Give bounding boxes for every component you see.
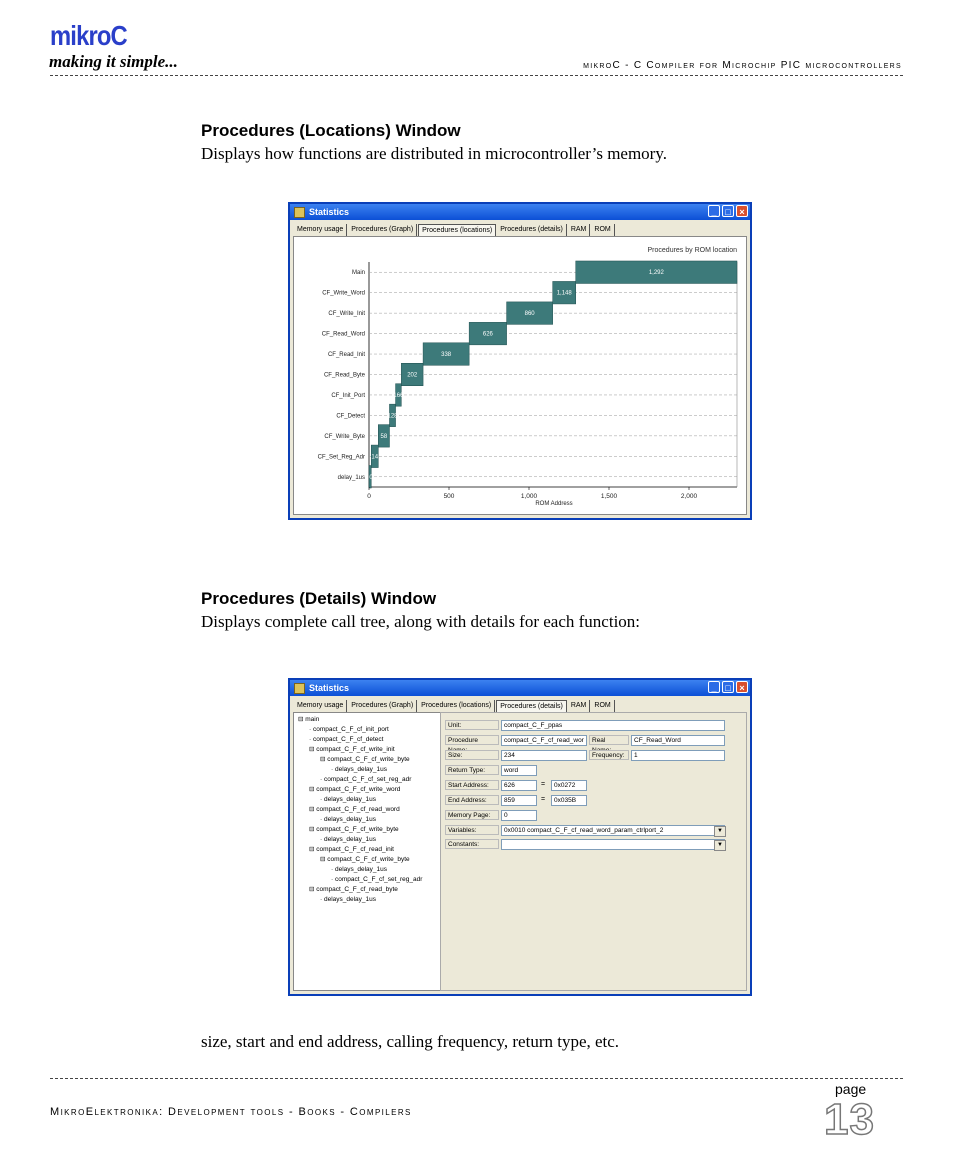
tab-procedures-details[interactable]: Procedures (details) — [497, 224, 567, 237]
unit-label: Unit: — [445, 720, 499, 730]
header-title: mikroC - C Compiler for Microchip PIC microcontrollers — [583, 60, 902, 71]
call-tree[interactable] — [293, 712, 447, 991]
window-titlebar — [290, 204, 750, 220]
tab-procedures-graph[interactable]: Procedures (Graph) — [348, 224, 417, 237]
y-tick-label: CF_Detect — [336, 413, 365, 420]
size-field[interactable]: 234 — [501, 750, 587, 761]
tree-node[interactable]: ⊟ compact_C_F_cf_write_byte — [309, 826, 399, 833]
x-tick-label: 1,000 — [520, 493, 538, 500]
tab-procedures-locations[interactable]: Procedures (locations) — [418, 700, 495, 713]
y-tick-label: delay_1us — [337, 474, 365, 481]
tree-node[interactable]: · delays_delay_1us — [331, 866, 388, 873]
close-icon[interactable]: × — [736, 205, 748, 217]
app-icon — [294, 207, 305, 218]
maximize-icon[interactable]: □ — [722, 205, 734, 217]
maximize-icon[interactable]: □ — [722, 681, 734, 693]
tree-node[interactable]: · compact_C_F_cf_detect — [309, 736, 384, 743]
constants-select[interactable] — [501, 839, 725, 850]
y-tick-label: CF_Write_Byte — [324, 433, 365, 440]
procedure-name-field[interactable]: compact_C_F_cf_read_wor — [501, 735, 587, 746]
constants-label: Constants: — [445, 839, 499, 849]
page-number: 13 — [824, 1095, 875, 1144]
details-panel — [440, 712, 747, 991]
size-label: Size: — [445, 750, 499, 760]
section1-text: Displays how functions are distributed in microcontroller’s memory. — [201, 144, 667, 163]
real-name-label: Real — [589, 735, 629, 745]
section2-text: Displays complete call tree, along with details for each function: — [201, 612, 641, 631]
start-address-hex-field[interactable]: 0x0272 — [551, 780, 587, 791]
tab-memory-usage[interactable]: Memory usage — [294, 700, 347, 713]
tree-node[interactable]: · compact_C_F_cf_set_reg_adr — [331, 876, 423, 883]
window-title: Statistics — [309, 683, 350, 693]
chart-title: Procedures by ROM location — [647, 247, 737, 254]
x-tick-label: 0 — [367, 493, 371, 500]
section1-heading: Procedures (Locations) Window — [201, 121, 461, 140]
tree-node[interactable]: ⊟ compact_C_F_cf_write_word — [309, 786, 401, 793]
tree-node[interactable]: · compact_C_F_cf_init_port — [309, 726, 389, 733]
y-tick-label: CF_Read_Byte — [323, 372, 365, 379]
tab-ram[interactable]: RAM — [568, 224, 591, 237]
statistics-window-locations — [288, 202, 752, 520]
bar-label: 202 — [407, 372, 418, 379]
equals-sign: = — [541, 781, 546, 788]
tree-node[interactable]: ⊟ compact_C_F_cf_read_byte — [309, 886, 398, 893]
tree-node[interactable]: · delays_delay_1us — [320, 796, 377, 803]
y-tick-label: CF_Write_Word — [322, 290, 365, 297]
x-tick-label: 500 — [443, 493, 455, 500]
bar-label: 128 — [387, 413, 398, 420]
closing-text: size, start and end address, calling frequency, return type, etc. — [201, 1032, 620, 1051]
y-tick-label: Main — [351, 270, 365, 277]
memory-page-field[interactable]: 0 — [501, 810, 537, 821]
tree-node[interactable]: ⊟ compact_C_F_cf_write_byte — [320, 756, 410, 763]
window-title: Statistics — [309, 207, 350, 217]
tab-strip — [290, 696, 750, 713]
end-address-field[interactable]: 859 — [501, 795, 537, 806]
tree-node[interactable]: ⊟ compact_C_F_cf_write_byte — [320, 856, 410, 863]
return-type-field[interactable]: word — [501, 765, 537, 776]
bar-label: 626 — [482, 331, 493, 338]
x-axis-label: ROM Address — [535, 501, 573, 507]
y-tick-label: CF_Write_Init — [328, 311, 365, 318]
bar-label: 1,292 — [648, 270, 664, 277]
tree-node[interactable]: ⊟ compact_C_F_cf_read_init — [309, 846, 394, 853]
tab-memory-usage[interactable]: Memory usage — [294, 224, 347, 237]
end-address-hex-field[interactable]: 0x035B — [551, 795, 587, 806]
bar-label: 338 — [441, 352, 452, 359]
page-label: page — [835, 1081, 867, 1097]
bar-label: 166 — [393, 392, 404, 399]
real-name-field[interactable]: CF_Read_Word — [631, 735, 725, 746]
tab-strip — [290, 220, 750, 237]
frequency-label: Frequency: — [589, 750, 629, 760]
equals-sign: = — [541, 796, 546, 803]
tab-procedures-details[interactable]: Procedures (details) — [496, 700, 567, 713]
header-divider — [50, 75, 903, 76]
bar-label: 860 — [524, 311, 535, 318]
statistics-window-details — [288, 678, 752, 996]
bar-label: 0 — [369, 474, 373, 481]
tree-node[interactable]: ⊟ compact_C_F_cf_write_init — [309, 746, 395, 753]
tree-node[interactable]: · delays_delay_1us — [320, 836, 377, 843]
tab-rom[interactable]: ROM — [591, 224, 614, 237]
start-address-field[interactable]: 626 — [501, 780, 537, 791]
tree-node[interactable]: ⊟ compact_C_F_cf_read_word — [309, 806, 400, 813]
tagline: making it simple... — [49, 52, 178, 71]
tree-node[interactable]: · delays_delay_1us — [320, 816, 377, 823]
bar-label: 1,148 — [556, 290, 572, 297]
tree-node[interactable]: · delays_delay_1us — [331, 766, 388, 773]
unit-field[interactable]: compact_C_F_ppas — [501, 720, 725, 731]
footer-text: MikroElektronika: Development tools - Books - Compilers — [50, 1106, 412, 1118]
variables-label: Variables: — [445, 825, 499, 835]
tab-rom[interactable]: ROM — [591, 700, 614, 713]
app-icon — [294, 683, 305, 694]
bar-label: 58 — [380, 433, 388, 440]
start-address-label: Start Address: — [445, 780, 499, 790]
rom-location-chart — [294, 237, 748, 516]
mikroc-logo: mikroC — [50, 20, 127, 51]
y-tick-label: CF_Read_Word — [321, 331, 365, 338]
return-type-label: Return Type: — [445, 765, 499, 775]
tree-node[interactable]: ⊟ main — [298, 716, 320, 723]
minimize-icon[interactable]: _ — [708, 205, 720, 217]
memory-page-label: Memory Page: — [445, 810, 499, 820]
end-address-label: End Address: — [445, 795, 499, 805]
tree-node[interactable]: · delays_delay_1us — [320, 896, 377, 903]
tab-procedures-graph[interactable]: Procedures (Graph) — [348, 700, 417, 713]
section2-heading: Procedures (Details) Window — [201, 589, 437, 608]
chevron-down-icon[interactable]: ▼ — [714, 826, 726, 837]
frequency-field[interactable]: 1 — [631, 750, 725, 761]
tab-procedures-locations[interactable]: Procedures (locations) — [418, 224, 496, 237]
tab-ram[interactable]: RAM — [568, 700, 591, 713]
close-icon[interactable]: × — [736, 681, 748, 693]
tree-node[interactable]: · compact_C_F_cf_set_reg_adr — [320, 776, 412, 783]
y-tick-label: CF_Read_Init — [327, 352, 365, 359]
bar-label: 14 — [371, 454, 379, 461]
y-tick-label: CF_Init_Port — [331, 392, 365, 399]
y-tick-label: CF_Set_Reg_Adr — [317, 454, 365, 461]
procedure-name-label: Procedure — [445, 735, 499, 745]
minimize-icon[interactable]: _ — [708, 681, 720, 693]
variables-select[interactable]: 0x0010 compact_C_F_cf_read_word_param_ctrlport_2 — [501, 825, 725, 836]
footer-divider — [50, 1078, 903, 1079]
window-titlebar — [290, 680, 750, 696]
x-tick-label: 1,500 — [600, 493, 618, 500]
chevron-down-icon[interactable]: ▼ — [714, 840, 726, 851]
x-tick-label: 2,000 — [680, 493, 698, 500]
